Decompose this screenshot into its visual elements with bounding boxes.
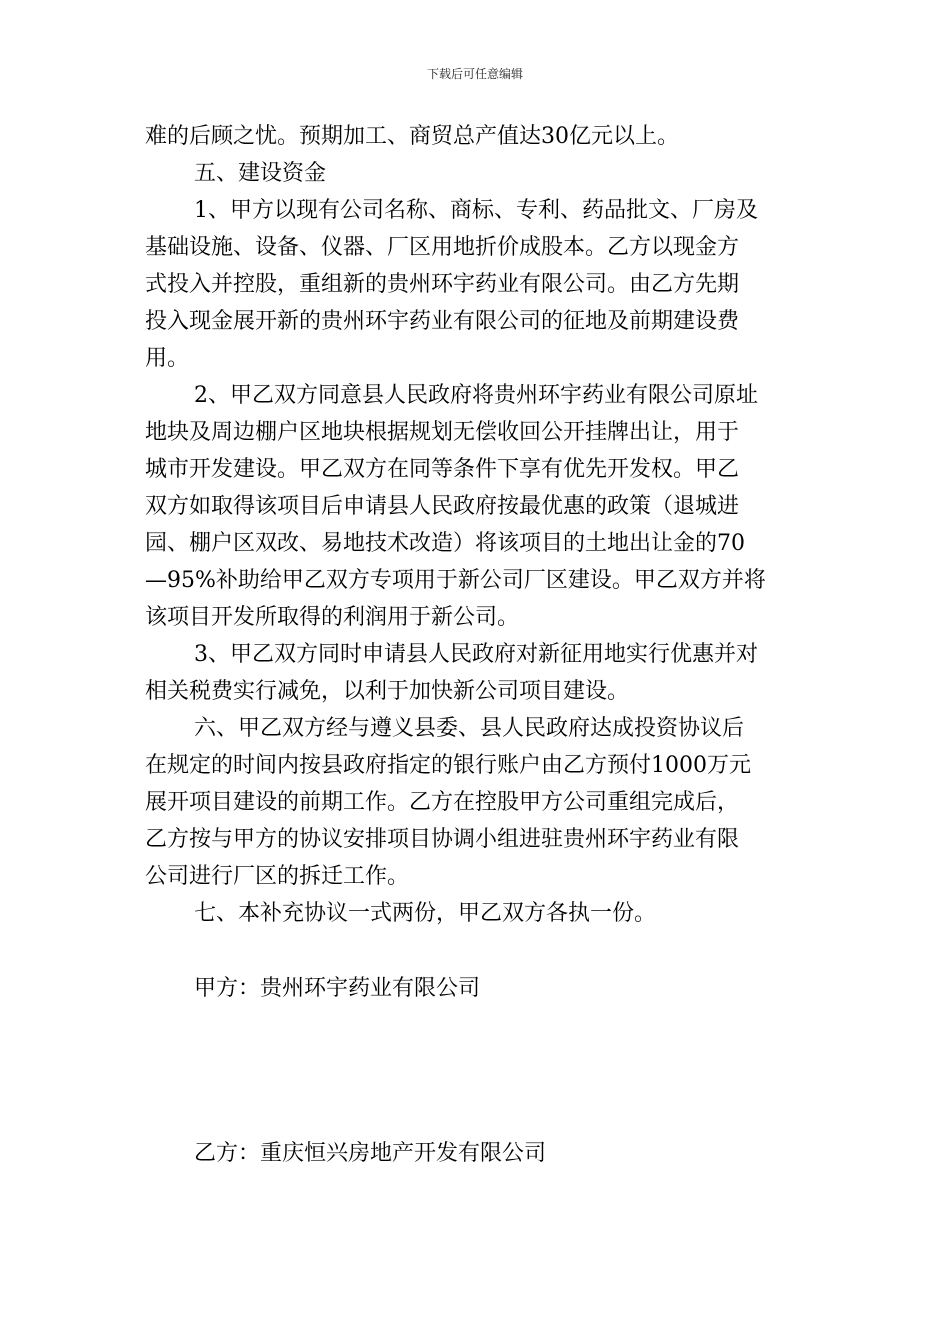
body-line: 乙方按与甲方的协议安排项目协调小组进驻贵州环宇药业有限 xyxy=(145,827,740,852)
party-b-signature: 乙方：重庆恒兴房地产开发有限公司 xyxy=(194,1141,547,1166)
body-line: 该项目开发所取得的利润用于新公司。 xyxy=(145,605,520,630)
section-heading-six: 六、甲乙双方经与遵义县委、县人民政府达成投资协议后 xyxy=(194,716,745,741)
body-line: —95%补助给甲乙双方专项用于新公司厂区建设。甲乙双方并将 xyxy=(145,568,766,593)
body-line: 展开项目建设的前期工作。乙方在控股甲方公司重组完成后， xyxy=(145,790,740,815)
section-heading-funding: 五、建设资金 xyxy=(194,161,327,186)
body-line: 双方如取得该项目后申请县人民政府按最优惠的政策（退城进 xyxy=(145,494,740,519)
signature-spacer xyxy=(145,1007,807,1135)
body-line: 城市开发建设。甲乙双方在同等条件下享有优先开发权。甲乙 xyxy=(145,457,740,482)
body-line: 相关税费实行减免，以利于加快新公司项目建设。 xyxy=(145,679,630,704)
body-line: 在规定的时间内按县政府指定的银行账户由乙方预付1000万元 xyxy=(145,753,751,778)
body-line: 公司进行厂区的拆迁工作。 xyxy=(145,864,410,889)
document-body xyxy=(145,118,807,1172)
body-line: 园、棚户区双改、易地技术改造）将该项目的土地出让金的70 xyxy=(145,531,745,556)
body-line: 2、甲乙双方同意县人民政府将贵州环宇药业有限公司原址 xyxy=(194,383,758,408)
signature-spacer xyxy=(145,932,807,970)
body-line: 基础设施、设备、仪器、厂区用地折价成股本。乙方以现金方 xyxy=(145,235,740,260)
party-a-signature: 甲方：贵州环宇药业有限公司 xyxy=(194,976,481,1001)
body-line: 1、甲方以现有公司名称、商标、专利、药品批文、厂房及 xyxy=(194,198,758,223)
body-line: 用。 xyxy=(145,346,190,371)
body-line: 地块及周边棚户区地块根据规划无偿收回公开挂牌出让，用于 xyxy=(145,420,740,445)
body-line: 投入现金展开新的贵州环宇药业有限公司的征地及前期建设费 xyxy=(145,309,740,334)
section-heading-seven: 七、本补充协议一式两份，甲乙双方各执一份。 xyxy=(194,901,657,926)
body-line: 难的后顾之忧。预期加工、商贸总产值达30亿元以上。 xyxy=(145,124,679,149)
body-line: 式投入并控股，重组新的贵州环宇药业有限公司。由乙方先期 xyxy=(145,272,740,297)
page-header-note: 下载后可任意编辑 xyxy=(426,67,523,81)
body-line: 3、甲乙双方同时申请县人民政府对新征用地实行优惠并对 xyxy=(194,642,758,667)
